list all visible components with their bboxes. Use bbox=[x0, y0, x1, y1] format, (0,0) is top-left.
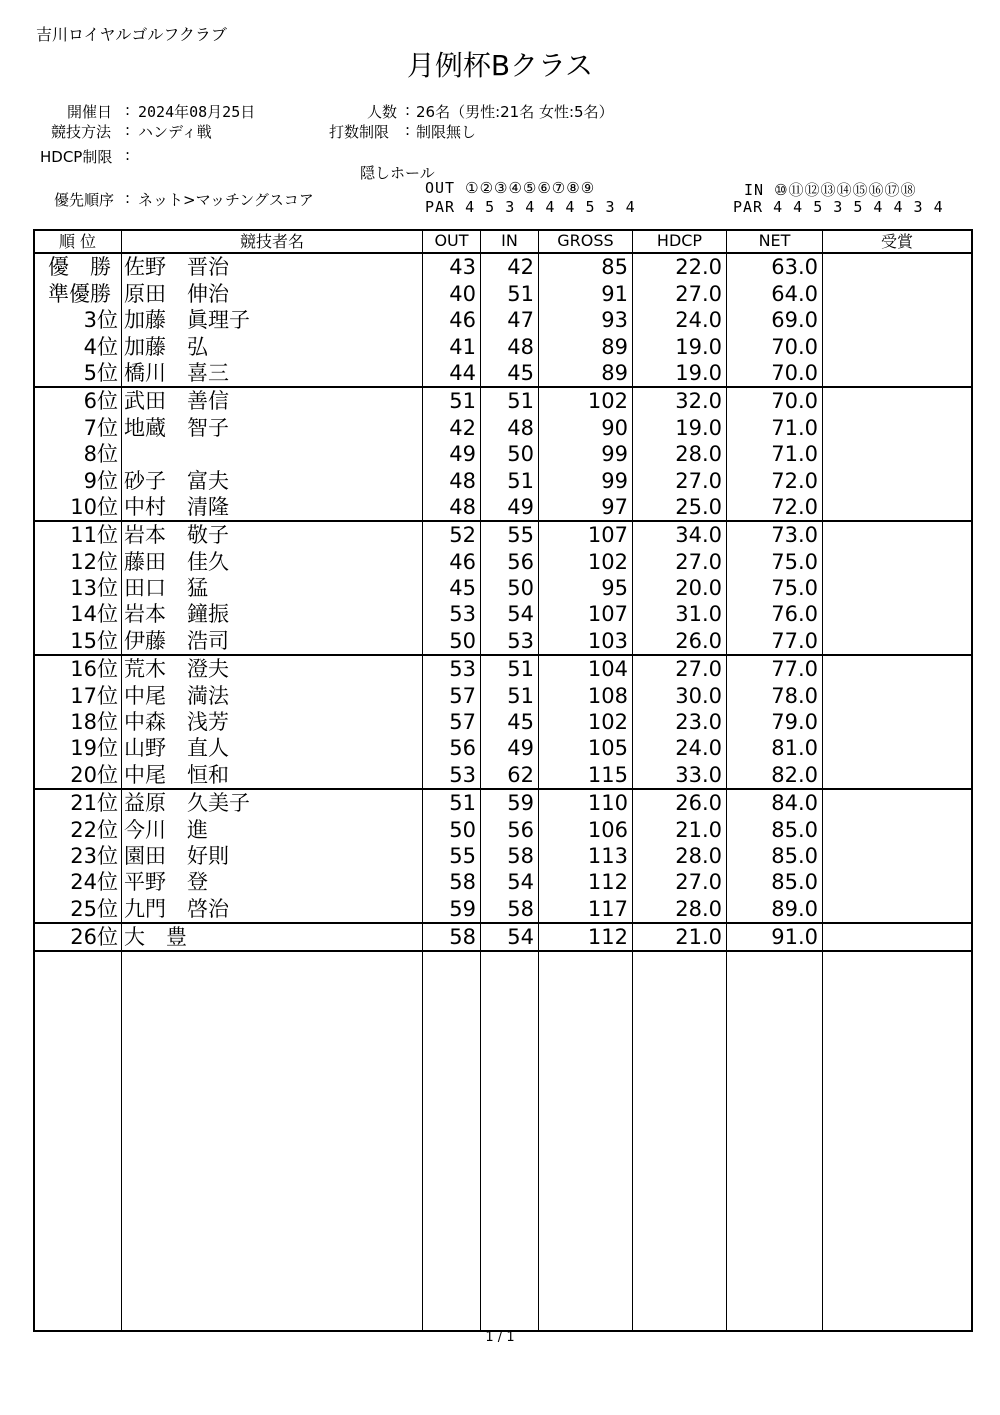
table-cell-net: 71.0 bbox=[727, 441, 823, 467]
table-row bbox=[34, 627, 972, 654]
table-cell-name: 加藤 眞理子 bbox=[122, 307, 423, 333]
table-row bbox=[34, 575, 972, 601]
table-cell-name: 中村 清隆 bbox=[122, 494, 423, 521]
table-cell-hdcp: 32.0 bbox=[633, 387, 727, 414]
table-cell-in: 50 bbox=[481, 575, 539, 601]
date-label: 開催日 bbox=[67, 103, 113, 121]
table-cell-hdcp: 28.0 bbox=[633, 895, 727, 922]
table-row bbox=[34, 735, 972, 761]
table-cell-out: 51 bbox=[423, 387, 481, 414]
colon-sep: : bbox=[125, 146, 131, 164]
table-cell-out: 55 bbox=[423, 843, 481, 869]
table-cell-gross: 102 bbox=[539, 709, 633, 735]
table-cell-award bbox=[823, 521, 972, 548]
table-row bbox=[34, 761, 972, 788]
table-cell-rank: 5位 bbox=[34, 360, 122, 387]
table-cell-hdcp: 27.0 bbox=[633, 655, 727, 682]
table-cell-hdcp: 30.0 bbox=[633, 682, 727, 708]
method-label: 競技方法 bbox=[51, 123, 112, 141]
table-cell-rank: 12位 bbox=[34, 548, 122, 574]
table-cell-award bbox=[823, 843, 972, 869]
table-cell-in: 50 bbox=[481, 441, 539, 467]
colon-sep: : bbox=[125, 121, 131, 139]
table-cell-out: 52 bbox=[423, 521, 481, 548]
table-cell-hdcp: 28.0 bbox=[633, 843, 727, 869]
table-cell-net: 70.0 bbox=[727, 333, 823, 359]
header-in: IN bbox=[481, 229, 539, 253]
table-cell-rank: 14位 bbox=[34, 601, 122, 627]
table-cell-name: 岩本 鐘振 bbox=[122, 601, 423, 627]
table-cell-award bbox=[823, 655, 972, 682]
table-cell-in: 51 bbox=[481, 280, 539, 306]
table-cell-in: 56 bbox=[481, 548, 539, 574]
hdcp-limit-label: HDCP制限 bbox=[40, 148, 113, 166]
table-cell-gross: 91 bbox=[539, 280, 633, 306]
table-cell-name: 益原 久美子 bbox=[122, 789, 423, 816]
results-table bbox=[33, 229, 972, 1330]
table-cell-rank: 10位 bbox=[34, 494, 122, 521]
table-row bbox=[34, 843, 972, 869]
table-cell-net: 63.0 bbox=[727, 253, 823, 280]
table-cell-gross: 89 bbox=[539, 360, 633, 387]
table-cell-hdcp: 28.0 bbox=[633, 441, 727, 467]
table-cell-gross: 102 bbox=[539, 548, 633, 574]
in-holes-line: IN ⑩⑪⑫⑬⑭⑮⑯⑰⑱ bbox=[744, 181, 917, 199]
table-cell-hdcp: 26.0 bbox=[633, 627, 727, 654]
table-cell-rank: 22位 bbox=[34, 816, 122, 842]
table-cell-out: 48 bbox=[423, 494, 481, 521]
table-cell-in: 48 bbox=[481, 333, 539, 359]
header-gross: GROSS bbox=[539, 229, 633, 253]
table-row bbox=[34, 441, 972, 467]
in-par-line: PAR 4 4 5 3 5 4 4 3 4 bbox=[733, 198, 944, 216]
participants-label: 人数 bbox=[367, 103, 398, 121]
table-cell-award bbox=[823, 789, 972, 816]
table-filler-cell bbox=[823, 951, 972, 1330]
table-cell-out: 56 bbox=[423, 735, 481, 761]
table-cell-in: 58 bbox=[481, 843, 539, 869]
table-cell-in: 42 bbox=[481, 253, 539, 280]
club-name: 吉川ロイヤルゴルフクラブ bbox=[36, 25, 227, 44]
table-cell-hdcp: 26.0 bbox=[633, 789, 727, 816]
table-row bbox=[34, 307, 972, 333]
table-cell-in: 54 bbox=[481, 923, 539, 951]
header-net: NET bbox=[727, 229, 823, 253]
table-cell-in: 49 bbox=[481, 494, 539, 521]
table-cell-name: 中尾 恒和 bbox=[122, 761, 423, 788]
table-cell-hdcp: 31.0 bbox=[633, 601, 727, 627]
table-row bbox=[34, 923, 972, 951]
table-cell-award bbox=[823, 761, 972, 788]
table-cell-gross: 99 bbox=[539, 441, 633, 467]
table-cell-out: 53 bbox=[423, 601, 481, 627]
table-cell-in: 53 bbox=[481, 627, 539, 654]
table-cell-rank: 7位 bbox=[34, 414, 122, 440]
colon-sep: : bbox=[125, 101, 131, 119]
header-award: 受賞 bbox=[823, 229, 972, 253]
header-out: OUT bbox=[423, 229, 481, 253]
table-filler-cell bbox=[423, 951, 481, 1330]
table-cell-name bbox=[122, 441, 423, 467]
table-row bbox=[34, 280, 972, 306]
table-cell-out: 43 bbox=[423, 253, 481, 280]
table-cell-name: 田口 猛 bbox=[122, 575, 423, 601]
table-cell-out: 58 bbox=[423, 869, 481, 895]
table-cell-rank: 6位 bbox=[34, 387, 122, 414]
table-cell-in: 55 bbox=[481, 521, 539, 548]
table-cell-in: 59 bbox=[481, 789, 539, 816]
table-cell-net: 72.0 bbox=[727, 467, 823, 493]
table-cell-rank: 8位 bbox=[34, 441, 122, 467]
table-filler-cell bbox=[34, 951, 122, 1330]
table-cell-gross: 106 bbox=[539, 816, 633, 842]
table-row bbox=[34, 360, 972, 387]
table-cell-award bbox=[823, 575, 972, 601]
table-cell-award bbox=[823, 548, 972, 574]
table-cell-rank: 19位 bbox=[34, 735, 122, 761]
table-cell-award bbox=[823, 280, 972, 306]
table-cell-rank: 24位 bbox=[34, 869, 122, 895]
stroke-limit-label: 打数制限 bbox=[329, 123, 390, 141]
table-cell-in: 51 bbox=[481, 655, 539, 682]
table-cell-award bbox=[823, 467, 972, 493]
out-par-line: PAR 4 5 3 4 4 4 5 3 4 bbox=[425, 198, 636, 216]
table-cell-gross: 90 bbox=[539, 414, 633, 440]
table-row bbox=[34, 709, 972, 735]
table-row bbox=[34, 414, 972, 440]
table-cell-in: 62 bbox=[481, 761, 539, 788]
table-cell-name: 園田 好則 bbox=[122, 843, 423, 869]
table-cell-out: 57 bbox=[423, 682, 481, 708]
table-cell-name: 平野 登 bbox=[122, 869, 423, 895]
table-cell-in: 45 bbox=[481, 709, 539, 735]
out-holes-line: OUT ①②③④⑤⑥⑦⑧⑨ bbox=[425, 179, 596, 197]
table-cell-hdcp: 27.0 bbox=[633, 280, 727, 306]
table-cell-hdcp: 24.0 bbox=[633, 307, 727, 333]
table-cell-hdcp: 19.0 bbox=[633, 360, 727, 387]
table-cell-name: 中森 浅芳 bbox=[122, 709, 423, 735]
table-cell-name: 武田 善信 bbox=[122, 387, 423, 414]
table-cell-in: 49 bbox=[481, 735, 539, 761]
table-cell-rank: 25位 bbox=[34, 895, 122, 922]
table-cell-gross: 102 bbox=[539, 387, 633, 414]
table-row bbox=[34, 494, 972, 521]
table-filler-cell bbox=[727, 951, 823, 1330]
table-cell-award bbox=[823, 627, 972, 654]
table-cell-name: 大 豊 bbox=[122, 923, 423, 951]
table-cell-out: 48 bbox=[423, 467, 481, 493]
table-cell-name: 地蔵 智子 bbox=[122, 414, 423, 440]
page-number: 1 / 1 bbox=[485, 1330, 515, 1345]
method-value: ハンディ戦 bbox=[138, 123, 212, 141]
table-row bbox=[34, 333, 972, 359]
table-cell-net: 79.0 bbox=[727, 709, 823, 735]
table-cell-net: 84.0 bbox=[727, 789, 823, 816]
priority-value: ネット>マッチングスコア bbox=[138, 191, 314, 209]
table-cell-out: 42 bbox=[423, 414, 481, 440]
table-cell-award bbox=[823, 601, 972, 627]
table-cell-gross: 113 bbox=[539, 843, 633, 869]
table-cell-award bbox=[823, 682, 972, 708]
table-cell-in: 51 bbox=[481, 387, 539, 414]
table-cell-rank: 15位 bbox=[34, 627, 122, 654]
table-row bbox=[34, 655, 972, 682]
table-cell-hdcp: 24.0 bbox=[633, 735, 727, 761]
table-cell-name: 岩本 敬子 bbox=[122, 521, 423, 548]
table-cell-out: 46 bbox=[423, 548, 481, 574]
table-cell-name: 九門 啓治 bbox=[122, 895, 423, 922]
table-cell-rank: 11位 bbox=[34, 521, 122, 548]
table-cell-rank: 18位 bbox=[34, 709, 122, 735]
table-cell-name: 藤田 佳久 bbox=[122, 548, 423, 574]
table-cell-out: 57 bbox=[423, 709, 481, 735]
table-cell-in: 56 bbox=[481, 816, 539, 842]
table-cell-net: 78.0 bbox=[727, 682, 823, 708]
table-cell-name: 原田 伸治 bbox=[122, 280, 423, 306]
table-cell-hdcp: 27.0 bbox=[633, 548, 727, 574]
table-cell-award bbox=[823, 709, 972, 735]
table-cell-out: 46 bbox=[423, 307, 481, 333]
participants-value: 26名（男性:21名 女性:5名） bbox=[416, 103, 614, 121]
table-cell-rank: 準優勝 bbox=[34, 280, 122, 306]
table-cell-gross: 108 bbox=[539, 682, 633, 708]
table-cell-gross: 112 bbox=[539, 923, 633, 951]
table-cell-name: 荒木 澄夫 bbox=[122, 655, 423, 682]
table-cell-out: 41 bbox=[423, 333, 481, 359]
table-cell-award bbox=[823, 895, 972, 922]
table-cell-gross: 89 bbox=[539, 333, 633, 359]
table-cell-gross: 93 bbox=[539, 307, 633, 333]
table-cell-gross: 107 bbox=[539, 521, 633, 548]
table-cell-hdcp: 33.0 bbox=[633, 761, 727, 788]
table-header-row bbox=[34, 229, 972, 253]
table-cell-rank: 9位 bbox=[34, 467, 122, 493]
table-cell-in: 45 bbox=[481, 360, 539, 387]
table-row bbox=[34, 387, 972, 414]
table-cell-award bbox=[823, 414, 972, 440]
table-filler-row bbox=[34, 951, 972, 1330]
table-cell-hdcp: 19.0 bbox=[633, 333, 727, 359]
table-cell-name: 中尾 満法 bbox=[122, 682, 423, 708]
table-cell-gross: 103 bbox=[539, 627, 633, 654]
table-cell-rank: 20位 bbox=[34, 761, 122, 788]
table-cell-net: 71.0 bbox=[727, 414, 823, 440]
table-cell-out: 50 bbox=[423, 627, 481, 654]
table-cell-hdcp: 22.0 bbox=[633, 253, 727, 280]
header-hdcp: HDCP bbox=[633, 229, 727, 253]
table-cell-gross: 110 bbox=[539, 789, 633, 816]
table-cell-out: 53 bbox=[423, 655, 481, 682]
table-cell-out: 58 bbox=[423, 923, 481, 951]
table-cell-rank: 優 勝 bbox=[34, 253, 122, 280]
table-cell-out: 50 bbox=[423, 816, 481, 842]
header-name: 競技者名 bbox=[122, 229, 423, 253]
table-cell-out: 45 bbox=[423, 575, 481, 601]
table-cell-gross: 95 bbox=[539, 575, 633, 601]
table-cell-rank: 17位 bbox=[34, 682, 122, 708]
table-cell-hdcp: 34.0 bbox=[633, 521, 727, 548]
table-cell-in: 54 bbox=[481, 601, 539, 627]
table-row bbox=[34, 467, 972, 493]
table-cell-net: 70.0 bbox=[727, 387, 823, 414]
table-cell-out: 49 bbox=[423, 441, 481, 467]
table-cell-name: 砂子 富夫 bbox=[122, 467, 423, 493]
table-cell-net: 81.0 bbox=[727, 735, 823, 761]
table-cell-net: 89.0 bbox=[727, 895, 823, 922]
table-cell-net: 77.0 bbox=[727, 627, 823, 654]
table-cell-rank: 3位 bbox=[34, 307, 122, 333]
table-cell-award bbox=[823, 387, 972, 414]
table-cell-in: 48 bbox=[481, 414, 539, 440]
table-row bbox=[34, 869, 972, 895]
table-cell-award bbox=[823, 869, 972, 895]
table-cell-gross: 104 bbox=[539, 655, 633, 682]
table-cell-award bbox=[823, 735, 972, 761]
table-cell-hdcp: 27.0 bbox=[633, 467, 727, 493]
table-cell-net: 75.0 bbox=[727, 575, 823, 601]
table-cell-net: 70.0 bbox=[727, 360, 823, 387]
table-cell-out: 59 bbox=[423, 895, 481, 922]
table-cell-name: 今川 進 bbox=[122, 816, 423, 842]
hidden-holes-label: 隠しホール bbox=[360, 164, 435, 182]
table-cell-gross: 117 bbox=[539, 895, 633, 922]
table-cell-net: 76.0 bbox=[727, 601, 823, 627]
priority-label: 優先順序 bbox=[54, 191, 115, 209]
table-cell-rank: 4位 bbox=[34, 333, 122, 359]
table-cell-net: 91.0 bbox=[727, 923, 823, 951]
table-cell-net: 69.0 bbox=[727, 307, 823, 333]
table-cell-in: 47 bbox=[481, 307, 539, 333]
date-value: 2024年08月25日 bbox=[138, 103, 256, 121]
table-cell-award bbox=[823, 253, 972, 280]
table-filler-cell bbox=[539, 951, 633, 1330]
table-cell-award bbox=[823, 441, 972, 467]
table-cell-in: 54 bbox=[481, 869, 539, 895]
table-cell-name: 橋川 喜三 bbox=[122, 360, 423, 387]
table-cell-rank: 21位 bbox=[34, 789, 122, 816]
table-cell-net: 82.0 bbox=[727, 761, 823, 788]
table-cell-gross: 99 bbox=[539, 467, 633, 493]
table-row bbox=[34, 682, 972, 708]
table-cell-award bbox=[823, 494, 972, 521]
table-cell-net: 75.0 bbox=[727, 548, 823, 574]
table-filler-cell bbox=[122, 951, 423, 1330]
table-cell-name: 伊藤 浩司 bbox=[122, 627, 423, 654]
table-filler-cell bbox=[481, 951, 539, 1330]
table-cell-net: 85.0 bbox=[727, 869, 823, 895]
table-cell-hdcp: 21.0 bbox=[633, 816, 727, 842]
page-title: 月例杯Bクラス bbox=[406, 49, 594, 82]
table-cell-gross: 85 bbox=[539, 253, 633, 280]
table-row bbox=[34, 895, 972, 922]
table-row bbox=[34, 548, 972, 574]
table-cell-net: 85.0 bbox=[727, 816, 823, 842]
table-cell-hdcp: 20.0 bbox=[633, 575, 727, 601]
table-cell-rank: 26位 bbox=[34, 923, 122, 951]
table-cell-out: 40 bbox=[423, 280, 481, 306]
table-cell-gross: 97 bbox=[539, 494, 633, 521]
table-cell-net: 85.0 bbox=[727, 843, 823, 869]
table-row bbox=[34, 816, 972, 842]
colon-sep: : bbox=[125, 189, 131, 207]
table-cell-gross: 112 bbox=[539, 869, 633, 895]
table-cell-net: 72.0 bbox=[727, 494, 823, 521]
table-cell-hdcp: 27.0 bbox=[633, 869, 727, 895]
header-rank: 順 位 bbox=[34, 229, 122, 253]
table-cell-hdcp: 23.0 bbox=[633, 709, 727, 735]
table-cell-hdcp: 21.0 bbox=[633, 923, 727, 951]
table-row bbox=[34, 601, 972, 627]
table-cell-gross: 115 bbox=[539, 761, 633, 788]
table-cell-rank: 23位 bbox=[34, 843, 122, 869]
table-cell-in: 58 bbox=[481, 895, 539, 922]
table-row bbox=[34, 789, 972, 816]
table-cell-name: 佐野 晋治 bbox=[122, 253, 423, 280]
table-row bbox=[34, 253, 972, 280]
table-cell-gross: 107 bbox=[539, 601, 633, 627]
table-cell-award bbox=[823, 360, 972, 387]
table-cell-hdcp: 25.0 bbox=[633, 494, 727, 521]
table-cell-award bbox=[823, 307, 972, 333]
table-row bbox=[34, 521, 972, 548]
table-cell-award bbox=[823, 816, 972, 842]
table-cell-net: 73.0 bbox=[727, 521, 823, 548]
table-cell-gross: 105 bbox=[539, 735, 633, 761]
table-cell-name: 加藤 弘 bbox=[122, 333, 423, 359]
table-cell-out: 53 bbox=[423, 761, 481, 788]
stroke-limit-value: 制限無し bbox=[416, 123, 477, 141]
table-cell-in: 51 bbox=[481, 682, 539, 708]
colon-sep: : bbox=[405, 101, 411, 119]
colon-sep: : bbox=[405, 121, 411, 139]
table-cell-rank: 16位 bbox=[34, 655, 122, 682]
table-cell-in: 51 bbox=[481, 467, 539, 493]
table-cell-award bbox=[823, 923, 972, 951]
table-cell-rank: 13位 bbox=[34, 575, 122, 601]
table-cell-out: 51 bbox=[423, 789, 481, 816]
table-cell-award bbox=[823, 333, 972, 359]
table-body bbox=[34, 253, 972, 1330]
table-cell-hdcp: 19.0 bbox=[633, 414, 727, 440]
table-cell-out: 44 bbox=[423, 360, 481, 387]
table-cell-net: 77.0 bbox=[727, 655, 823, 682]
table-cell-net: 64.0 bbox=[727, 280, 823, 306]
table-filler-cell bbox=[633, 951, 727, 1330]
table-cell-name: 山野 直人 bbox=[122, 735, 423, 761]
